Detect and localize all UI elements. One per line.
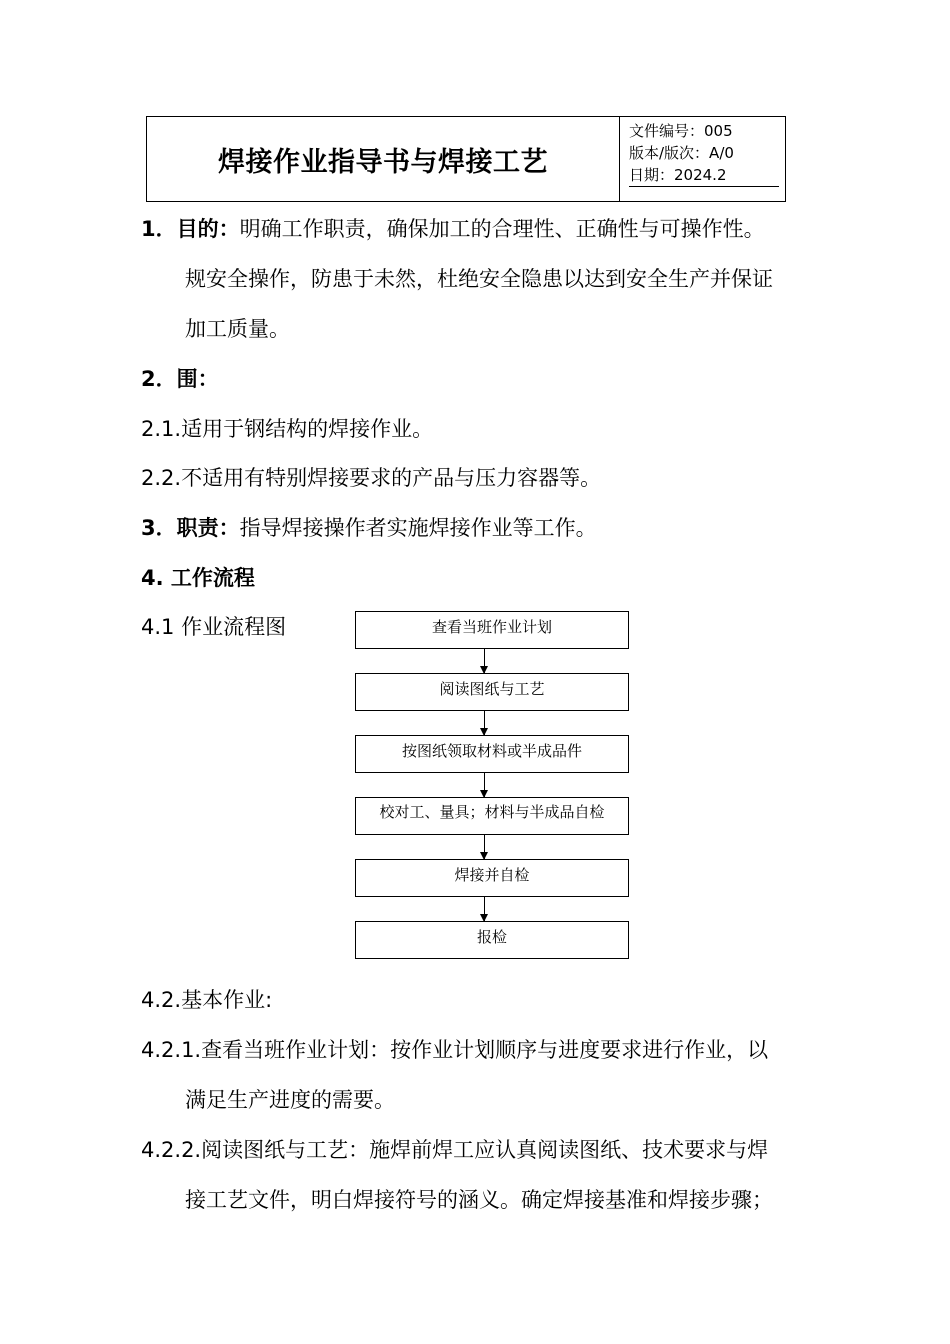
document-title: 焊接作业指导书与焊接工艺 (147, 117, 620, 201)
flow-chart-label: 4.1 作业流程图 (141, 615, 287, 639)
flow-step (355, 735, 629, 773)
duty-text: 指导焊接操作者实施焊接作业等工作。 (239, 516, 597, 540)
flow-arrow (484, 897, 485, 921)
flow-step-label: 查看当班作业计划 (431, 618, 552, 636)
flow-step-label: 校对工、量具；材料与半成品自检 (379, 803, 605, 821)
doc-date: 日期：2024.2 (629, 164, 779, 187)
para-4-2-2-line-1: 4.2.2.阅读图纸与工艺：施焊前焊工应认真阅读图纸、技术要求与焊 (141, 1138, 769, 1162)
duty-line (141, 513, 597, 543)
scope-heading: 2．围： (141, 367, 219, 391)
para-4-2-1-line-2: 满足生产进度的需要。 (185, 1088, 395, 1112)
flow-step-label: 阅读图纸与工艺 (439, 680, 545, 698)
flow-step (355, 673, 629, 711)
purpose-line-1 (141, 214, 765, 244)
para-4-2-1-line-1: 4.2.1.查看当班作业计划：按作业计划顺序与进度要求进行作业，以 (141, 1038, 769, 1062)
purpose-line-3: 加工质量。 (185, 317, 290, 341)
flow-step-label: 按图纸领取材料或半成品件 (401, 742, 582, 760)
purpose-text: 明确工作职责，确保加工的合理性、正确性与可操作性。 (239, 217, 765, 241)
duty-heading: 3．职责： (141, 516, 240, 540)
flow-step-label: 报检 (476, 928, 507, 946)
flow-step (355, 611, 629, 649)
workflow-heading: 4. 工作流程 (141, 566, 255, 590)
flow-step (355, 859, 629, 897)
purpose-line-2: 规安全操作，防患于未然，杜绝安全隐患以达到安全生产并保证 (185, 267, 773, 291)
basic-ops-heading: 4.2.基本作业: (141, 988, 273, 1012)
para-4-2-2-line-2: 接工艺文件，明白焊接符号的涵义。确定焊接基准和焊接步骤； (185, 1188, 773, 1212)
flow-arrow (484, 649, 485, 673)
flow-arrow (484, 711, 485, 735)
doc-number: 文件编号：005 (629, 122, 733, 140)
document-meta (629, 120, 779, 187)
purpose-heading: 1．目的： (141, 217, 240, 241)
scope-item-2: 2.2.不适用有特别焊接要求的产品与压力容器等。 (141, 466, 602, 490)
flow-step (355, 797, 629, 835)
flow-arrow (484, 835, 485, 859)
flow-step-label: 焊接并自检 (454, 866, 530, 884)
flow-arrow (484, 773, 485, 797)
document-header (146, 116, 786, 202)
scope-item-1: 2.1.适用于钢结构的焊接作业。 (141, 417, 434, 441)
doc-version: 版本/版次：A/0 (629, 144, 734, 162)
flow-step (355, 921, 629, 959)
